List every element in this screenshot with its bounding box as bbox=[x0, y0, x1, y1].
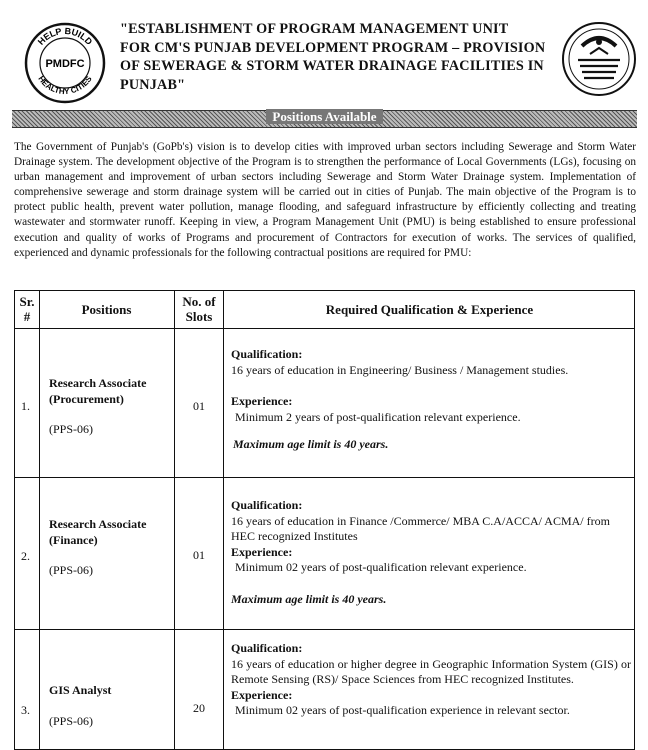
row1-position: Research Associate (Procurement) (PPS-06) bbox=[49, 376, 147, 436]
positions-available-band bbox=[12, 110, 637, 128]
row1-requirements: Qualification: 16 years of education in Engineering/ Business / Management studies. Experience: Minimum 2 years of post-qualification relevant experience. Maximum age limit is 40 years. bbox=[231, 347, 569, 451]
logo-center-text: PMDFC bbox=[45, 58, 85, 70]
title-line: PUNJAB" bbox=[120, 76, 186, 93]
row1-sr: 1. bbox=[21, 399, 30, 413]
row2-requirements: Qualification: 16 years of education in Finance /Commerce/ MBA C.A/ACCA/ ACMA/ from HEC recognized Institutes Experience: Minimum 02 years of post-qualification relevant experience. Maximum age limit is 40 years. bbox=[231, 498, 610, 606]
intro-paragraph: The Government of Punjab's (GoPb's) vision is to develop cities with improved urban sectors including Sewerage and Storm Water Drainage system. The development objective of the Program is to strengthen the performance of Local Governments (LGs), focusing on urban management and improvement of urban sectors including Sewerage and Storm Water Drainage system. Implementation of comprehensive sewerage and storm drainage system will be carried out in cities of Punjab. The main objective of the Program is to protect public health, prevent water pollution, manage flooding, and safeguard infrastructure by efficiently collecting and treating wastewater and stormwater runoff. Keeping in view, a Program Management Unit (PMU) is being established to ensure professional execution and quality of works of Programs and procurement of Contractors for execution of works. The services of qualified, experienced and dynamic professionals for the following contractual positions are required for PMU: bbox=[14, 141, 636, 259]
positions-table bbox=[14, 290, 635, 750]
title-line: FOR CM'S PUNJAB DEVELOPMENT PROGRAM – PROVISION bbox=[120, 39, 546, 56]
government-seal-icon bbox=[560, 20, 638, 98]
section-heading: Positions Available bbox=[266, 109, 382, 124]
title-line: OF SEWERAGE & STORM WATER DRAINAGE FACILITIES IN bbox=[120, 58, 544, 74]
header-sr: Sr. # bbox=[19, 294, 35, 324]
row2-position: Research Associate (Finance) (PPS-06) bbox=[49, 517, 147, 577]
row3-slots: 20 bbox=[193, 701, 205, 715]
document-title bbox=[120, 20, 550, 94]
row2-slots: 01 bbox=[193, 548, 205, 562]
row3-requirements: Qualification: 16 years of education or higher degree in Geographic Information System (GIS) or Remote Sensing (RS)/ Space Sciences from HEC recognized Institutes. Experience: Minimum 02 years of post-qualification experience in relevant sector. bbox=[231, 641, 631, 717]
pmdfc-logo bbox=[24, 22, 106, 104]
svg-text:HEALTHY CITIES bbox=[36, 74, 94, 96]
logo-top-text: HELP BUILD bbox=[35, 25, 95, 47]
document-header bbox=[0, 0, 648, 108]
header-positions: Positions bbox=[81, 302, 132, 317]
header-slots: No. of Slots bbox=[182, 294, 216, 324]
title-line: "ESTABLISHMENT OF PROGRAM MANAGEMENT UNIT bbox=[120, 21, 509, 37]
row3-sr: 3. bbox=[21, 703, 30, 717]
row3-position: GIS Analyst (PPS-06) bbox=[49, 683, 112, 728]
row2-sr: 2. bbox=[21, 549, 30, 563]
header-requirements: Required Qualification & Experience bbox=[325, 302, 534, 317]
logo-bottom-text: HEALTHY CITIES bbox=[36, 74, 94, 97]
row1-slots: 01 bbox=[193, 399, 205, 413]
